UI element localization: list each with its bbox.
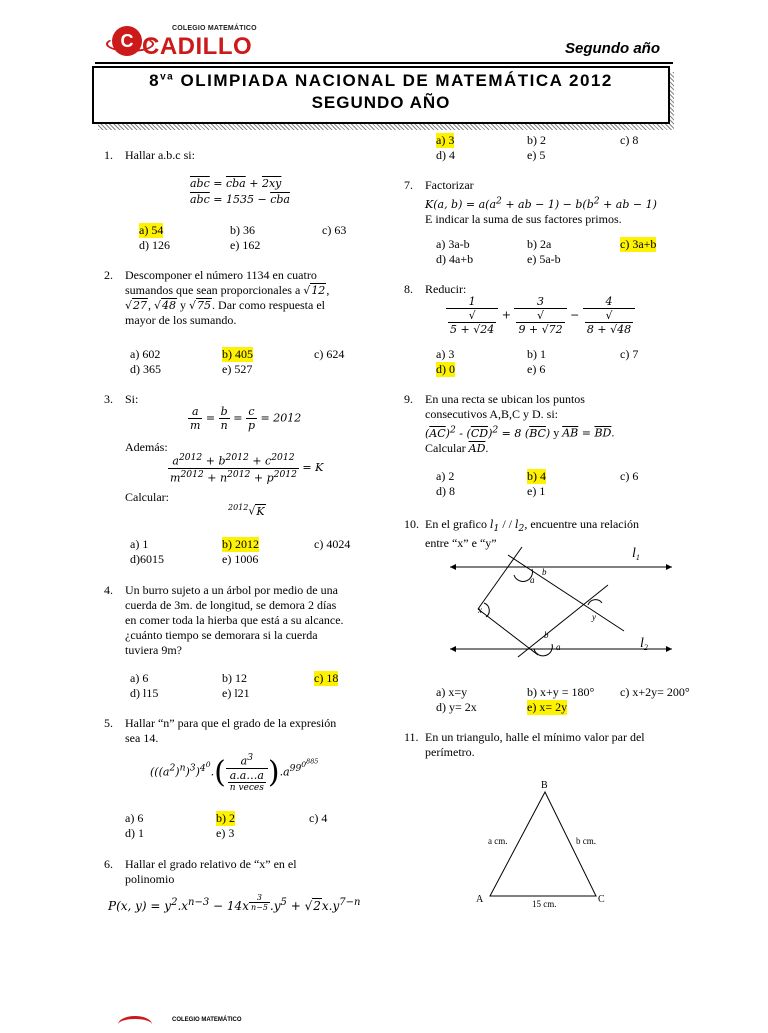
q3-ademas: Además: [125, 440, 168, 454]
label-l2: $l_2$ [640, 636, 648, 652]
label-b-bottom: b [544, 630, 549, 640]
label-a-bottom: a [556, 642, 561, 652]
q1-option-a[interactable]: a) 54 [139, 223, 164, 237]
q3-option-b[interactable]: b) 2012 [222, 537, 259, 551]
q2-option-e[interactable]: e) 527 [222, 362, 253, 376]
q1-number: 1. [104, 148, 113, 162]
q5-option-a[interactable]: a) 6 [125, 811, 144, 825]
header-rule [95, 62, 673, 64]
q5-option-b[interactable]: b) 2 [216, 811, 235, 825]
q3-equation-1: $\frac{a}{m}$ = $\frac{b}{n}$ = $\frac{c}{p}$ = 2012 [190, 405, 302, 432]
q7-option-c[interactable]: c) 3a+b [620, 237, 657, 251]
q8-option-a[interactable]: a) 3 [436, 347, 455, 361]
base-label: 15 cm. [532, 899, 557, 909]
q6-polynomial: P(x, $y) = y^2.x^{n-3} - 14x$ $^{\frac{3}{n-5}}$ $.y^5 + √2x.y^{7-n}$ [108, 893, 361, 913]
q9-option-d[interactable]: d) 8 [436, 484, 455, 498]
q1-equation-1: $\overline{abc} = \overline{cba} + 2xy$ [190, 177, 282, 190]
q9-number: 9. [404, 392, 413, 406]
l1-arrow-right [666, 564, 672, 570]
page-title: $8^{va}$ OLIMPIADA NACIONAL DE MATEMÁTICA 2012 [149, 71, 613, 90]
q6-option-c[interactable]: c) 8 [620, 133, 639, 147]
q10-option-b[interactable]: b) x+y = 180° [527, 685, 595, 699]
side-a-label: a cm. [488, 836, 508, 846]
q2-option-b[interactable]: b) 405 [222, 347, 253, 361]
q7-number: 7. [404, 178, 413, 192]
q10-option-c[interactable]: c) x+2y= 200° [620, 685, 690, 699]
q9-text: En una recta se ubican los puntos consecutivos A,B,C y D. si: $(\overline{AC})^2 - (\overline{CD})^2 = 8$ $(\overline{BC})$ y $\overline{AB} = \overline{BD}$. Calcular $\overline{AD}$. [425, 392, 615, 455]
q3-option-c[interactable]: c) 4024 [314, 537, 351, 551]
angle-x-arc [484, 603, 489, 617]
q4-option-c[interactable]: c) 18 [314, 671, 339, 685]
q11-number: 11. [404, 730, 419, 744]
q7-option-a[interactable]: a) 3a-b [436, 237, 470, 251]
q2-option-a[interactable]: a) 602 [130, 347, 161, 361]
label-y: y [592, 612, 596, 622]
q2-option-d[interactable]: d) 365 [130, 362, 161, 376]
q5-option-e[interactable]: e) 3 [216, 826, 235, 840]
q5-n-veces: n veces [229, 782, 264, 793]
q5-expression: $(((a^2)^n)^3)^{4^0}$.( $a^3$ a.a…a n veces )$.a^{99^{0^{885}}}$ [150, 752, 319, 793]
q6-option-b[interactable]: b) 2 [527, 133, 546, 147]
q1-option-c[interactable]: c) 63 [322, 223, 347, 237]
q7-text: Factorizar K(a, $b) = a(a^2$ + ab − $1) - b(b^2$ + ab − 1) E indicar la suma de sus factores primos. [425, 178, 657, 226]
q4-number: 4. [104, 583, 113, 597]
q2-text: Descomponer el número 1134 en cuatro sumandos que sean proporcionales a √12, √27, √48 y √75. Dar como respuesta el mayor de los sumando. [125, 268, 330, 327]
q8-option-b[interactable]: b) 1 [527, 347, 546, 361]
l2-arrow-left [450, 646, 456, 652]
q6-option-e[interactable]: e) 5 [527, 148, 546, 162]
logo-school-name: CADILLO [142, 33, 253, 60]
school-logo [112, 22, 282, 62]
l1-arrow-left [450, 564, 456, 570]
q9-option-a[interactable]: a) 2 [436, 469, 455, 483]
q3-equation-2: $\frac{a^{2012} + b^{2012} + c^{2012}}{m^{2012} + n^{2012} + p^{2012}}$ = K [170, 452, 324, 485]
label-x: x [478, 605, 482, 615]
title-box [92, 66, 670, 124]
q8-text: Reducir: [425, 282, 467, 296]
footer-school-small: COLEGIO MATEMÁTICO [172, 1017, 242, 1023]
q3-number: 3. [104, 392, 113, 406]
q6-option-d[interactable]: d) 4 [436, 148, 455, 162]
q10-figure [448, 545, 674, 660]
footer-logo-arc [118, 1016, 152, 1033]
q4-option-a[interactable]: a) 6 [130, 671, 149, 685]
q3-option-a[interactable]: a) 1 [130, 537, 149, 551]
q10-option-d[interactable]: d) y= 2x [436, 700, 477, 714]
angle-a2-arc [534, 644, 552, 656]
q1-text: Hallar a.b.c si: [125, 148, 195, 162]
logo-emblem: C [112, 26, 142, 56]
label-l1: $l_1$ [632, 546, 640, 562]
q8-option-e[interactable]: e) 6 [527, 362, 546, 376]
q9-option-e[interactable]: e) 1 [527, 484, 546, 498]
q1-option-e[interactable]: e) 162 [230, 238, 261, 252]
q5-text: Hallar “n” para que el grado de la expresión sea 14. [125, 716, 337, 745]
q2-option-c[interactable]: c) 624 [314, 347, 345, 361]
q1-option-b[interactable]: b) 36 [230, 223, 255, 237]
q6-number: 6. [104, 857, 113, 871]
q4-option-e[interactable]: e) l21 [222, 686, 250, 700]
q1-equation-2: $\overline{abc} = 1535 - \overline{cba}$ [190, 193, 290, 206]
segment-3 [508, 555, 624, 631]
page-subtitle: SEGUNDO AÑO [311, 93, 451, 112]
q2-number: 2. [104, 268, 113, 282]
q7-option-d[interactable]: d) 4a+b [436, 252, 474, 266]
vertex-A: A [476, 894, 484, 905]
q7-option-e[interactable]: e) 5a-b [527, 252, 561, 266]
grade-label: Segundo año [565, 40, 660, 57]
q10-option-e[interactable]: e) x= 2y [527, 700, 568, 714]
q8-number: 8. [404, 282, 413, 296]
q9-option-b[interactable]: b) 4 [527, 469, 546, 483]
q11-text: En un triangulo, halle el mínimo valor par del perímetro. [425, 730, 645, 759]
q6-text: Hallar el grado relativo de “x” en el polinomio [125, 857, 297, 886]
vertex-B: B [541, 780, 548, 791]
q11-triangle-figure [470, 778, 620, 910]
q10-option-a[interactable]: a) x=y [436, 685, 468, 699]
q8-option-d[interactable]: d) 0 [436, 362, 455, 376]
q5-option-c[interactable]: c) 4 [309, 811, 328, 825]
vertex-C: C [598, 894, 605, 905]
q10-number: 10. [404, 517, 419, 531]
q4-option-d[interactable]: d) l15 [130, 686, 159, 700]
q5-number: 5. [104, 716, 113, 730]
angle-y-arc [588, 600, 602, 605]
side-b-label: b cm. [576, 836, 596, 846]
q4-option-b[interactable]: b) 12 [222, 671, 247, 685]
q10-text: En el grafico $l_1$ / / $l_2$, encuentre una relación entre “x” e “y” [425, 517, 639, 551]
q8-expression: 1 √ 5 + √24 + 3 √ 9 + √72 − 4 √ 8 + √48 [446, 295, 635, 336]
q3-equation-3: $^{2012}$√K [228, 503, 265, 518]
q1-option-d[interactable]: d) 126 [139, 238, 170, 252]
q3-option-d[interactable]: d)6015 [130, 552, 164, 566]
q5-option-d[interactable]: d) 1 [125, 826, 144, 840]
label-a-top: a [530, 575, 535, 585]
q6-option-a[interactable]: a) 3 [436, 133, 455, 147]
q3-calcular: Calcular: [125, 490, 169, 504]
l2-arrow-right [666, 646, 672, 652]
q4-text: Un burro sujeto a un árbol por medio de una cuerda de 3m. de longitud, se demora 2 días en comer toda la hierba que está a su alcance. ¿cuánto tiempo se demorara si la cuerda tuviera 9m? [125, 583, 344, 657]
label-b-top: b [542, 567, 547, 577]
q3-option-e[interactable]: e) 1006 [222, 552, 259, 566]
q9-option-c[interactable]: c) 6 [620, 469, 639, 483]
q7-option-b[interactable]: b) 2a [527, 237, 552, 251]
q8-option-c[interactable]: c) 7 [620, 347, 639, 361]
q3-text: Si: [125, 392, 139, 406]
logo-school-small: COLEGIO MATEMÁTICO [172, 25, 257, 32]
